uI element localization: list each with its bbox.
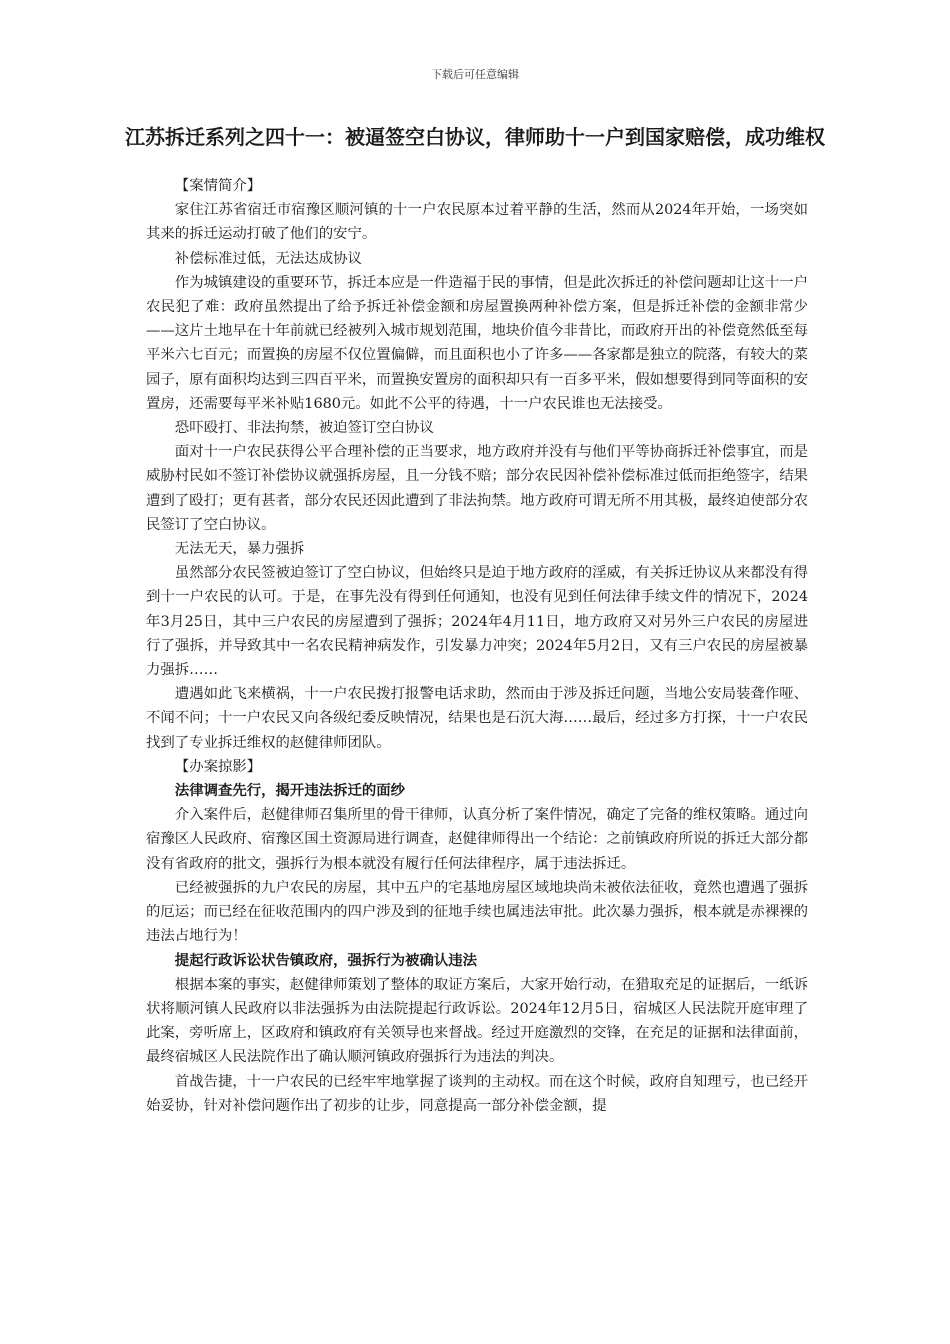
bold-subheading: 提起行政诉讼状告镇政府，强拆行为被确认违法 [174, 951, 478, 969]
paragraph: 作为城镇建设的重要环节，拆迁本应是一件造福于民的事情，但是此次拆迁的补偿问题却让这十一户农民犯了难：政府虽然提出了给予拆迁补偿金额和房屋置换两种补偿方案，但是拆迁补偿的金额非常少——这片土地早在十年前就已经被列入城市规划范围，地块价值今非昔比，而政府开出的补偿竟然低至每平米六七百元；而置换的房屋不仅位置偏僻，而且面积也小了许多——各家都是独立的院落，有较大的菜园子，原有面积均达到三四百平米，而置换安置房的面积却只有一百多平米，假如想要得到同等面积的安置房，还需要每平米补贴1680元。如此不公平的待遇，十一户农民谁也无法接受。 [146, 274, 808, 412]
paragraph: 遭遇如此飞来横祸，十一户农民拨打报警电话求助，然而由于涉及拆迁问题，当地公安局装聋作哑、不闻不问；十一户农民又向各级纪委反映情况，结果也是石沉大海……最后，经过多方打探，十一户农民找到了专业拆迁维权的赵健律师团队。 [146, 686, 808, 751]
paragraph: 家住江苏省宿迁市宿豫区顺河镇的十一户农民原本过着平静的生活，然而从2024年开始，一场突如其来的拆迁运动打破了他们的安宁。 [146, 202, 808, 243]
document-body [146, 174, 808, 1118]
paragraph: 面对十一户农民获得公平合理补偿的正当要求，地方政府并没有与他们平等协商拆迁补偿事宜，而是威胁村民如不签订补偿协议就强拆房屋，且一分钱不赔；部分农民因补偿补偿标准过低而拒绝签字，结果遭到了殴打；更有甚者，部分农民还因此遭到了非法拘禁。地方政府可谓无所不用其极，最终迫使部分农民签订了空白协议。 [146, 444, 808, 533]
paragraph-case-handling-heading: 【办案掠影】 [174, 758, 262, 775]
header-note: 下载后可任意编辑 [431, 68, 519, 81]
paragraph: 虽然部分农民签被迫签订了空白协议，但始终只是迫于地方政府的淫威，有关拆迁协议从来都没有得到十一户农民的认可。于是，在事先没有得到任何通知，也没有见到任何法律手续文件的情况下，2024年3月25日，其中三户农民的房屋遭到了强拆；2024年4月11日，地方政府又对另外三户农民的房屋进行了强拆，并导致其中一名农民精神病发作，引发暴力冲突；2024年5月2日，又有三户农民的房屋被暴力强拆…… [146, 565, 808, 679]
bold-subheading: 法律调查先行，揭开违法拆迁的面纱 [174, 782, 406, 800]
paragraph-case-intro-heading: 【案情简介】 [174, 178, 262, 194]
document-title: 江苏拆迁系列之四十一：被逼签空白协议，律师助十一户到国家赔偿，成功维权 [125, 125, 825, 149]
section-subheading: 恐吓殴打、非法拘禁，被迫签订空白协议 [174, 420, 434, 437]
section-subheading: 无法无天，暴力强拆 [174, 541, 305, 558]
section-subheading: 补偿标准过低，无法达成协议 [174, 250, 362, 267]
paragraph: 根据本案的事实，赵健律师策划了整体的取证方案后，大家开始行动，在猎取充足的证据后，一纸诉状将顺河镇人民政府以非法强拆为由法院提起行政诉讼。2024年12月5日，宿城区人民法院开庭审理了此案，旁听席上，区政府和镇政府有关领导也来督战。经过开庭激烈的交锋，在充足的证据和法律面前，最终宿城区人民法院作出了确认顺河镇政府强拆行为违法的判决。 [146, 976, 808, 1066]
paragraph: 已经被强拆的九户农民的房屋，其中五户的宅基地房屋区域地块尚未被依法征收，竟然也遭遇了强拆的厄运；而已经在征收范围内的四户涉及到的征地手续也属违法审批。此次暴力强拆，根本就是赤裸裸的违法占地行为！ [146, 879, 808, 945]
paragraph: 首战告捷，十一户农民的已经牢牢地掌握了谈判的主动权。而在这个时候，政府自知理亏，也已经开始妥协，针对补偿问题作出了初步的让步，同意提高一部分补偿金额，提 [146, 1073, 808, 1114]
paragraph: 介入案件后，赵健律师召集所里的骨干律师，认真分析了案件情况，确定了完备的维权策略。通过向宿豫区人民政府、宿豫区国土资源局进行调查，赵健律师得出一个结论：之前镇政府所说的拆迁大部分都没有省政府的批文，强拆行为根本就没有履行任何法律程序，属于违法拆迁。 [146, 807, 808, 872]
